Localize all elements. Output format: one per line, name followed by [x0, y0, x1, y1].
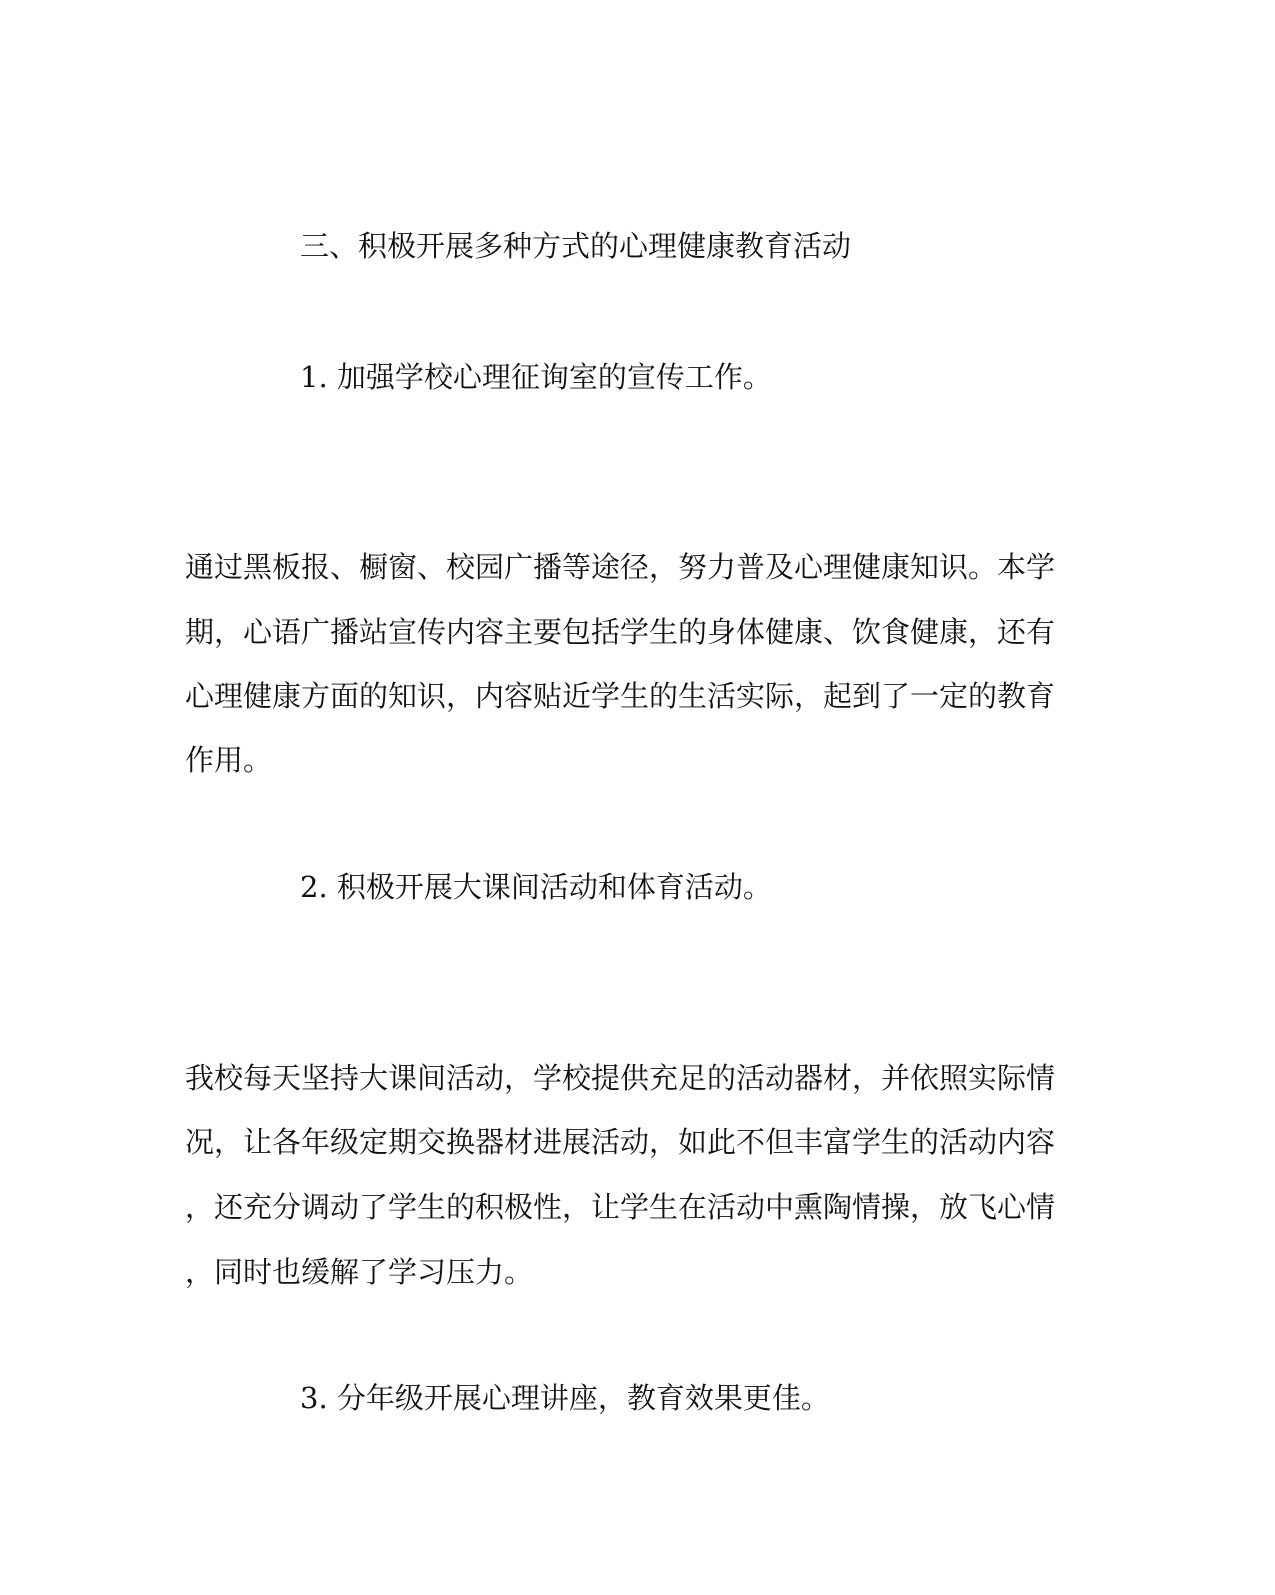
- item-2-heading: 2. 积极开展大课间活动和体育活动。: [300, 870, 772, 904]
- item-1-heading: 1. 加强学校心理征询室的宣传工作。: [300, 360, 772, 394]
- item-3-heading: 3. 分年级开展心理讲座，教育效果更佳。: [300, 1381, 830, 1415]
- paragraph-line: 心理健康方面的知识，内容贴近学生的生活实际，起到了一定的教育: [185, 679, 1056, 713]
- section-heading: 三、积极开展多种方式的心理健康教育活动: [300, 229, 852, 263]
- paragraph-line: ，同时也缓解了学习压力。: [185, 1255, 534, 1289]
- paragraph-line: ，还充分调动了学生的积极性，让学生在活动中熏陶情操，放飞心情: [185, 1190, 1056, 1224]
- paragraph-line: 作用。: [185, 743, 273, 777]
- paragraph-line: 况，让各年级定期交换器材进展活动，如此不但丰富学生的活动内容: [185, 1125, 1056, 1159]
- paragraph-line: 通过黑板报、橱窗、校园广播等途径，努力普及心理健康知识。本学: [185, 550, 1056, 584]
- paragraph-line: 我校每天坚持大课间活动，学校提供充足的活动器材，并依照实际情: [185, 1061, 1056, 1095]
- paragraph-line: 期，心语广播站宣传内容主要包括学生的身体健康、饮食健康，还有: [185, 615, 1056, 649]
